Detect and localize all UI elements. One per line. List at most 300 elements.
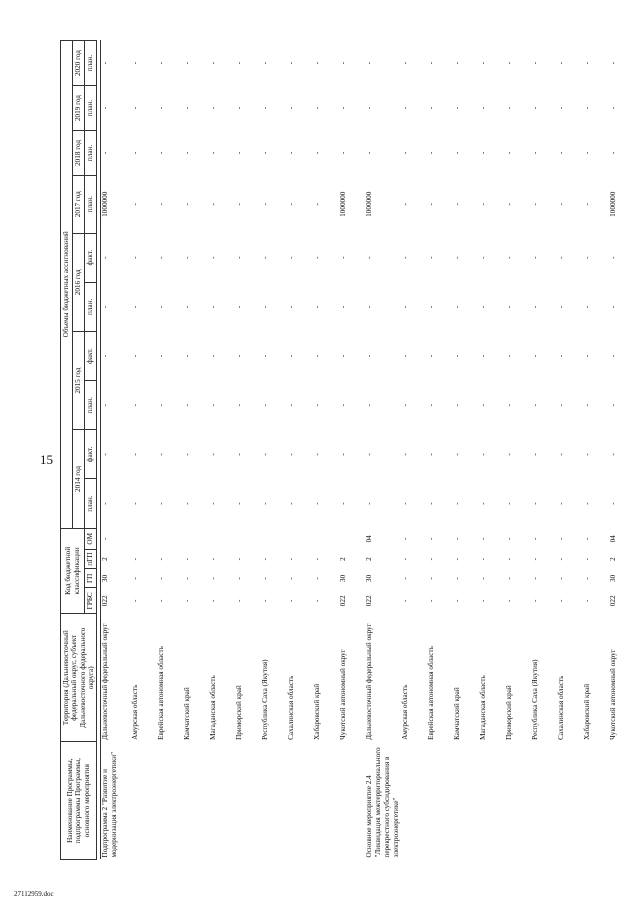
- om-cell: [313, 528, 339, 549]
- value-cell: -: [364, 354, 373, 358]
- value-cell: -: [556, 203, 565, 206]
- pgp-cell: 2: [364, 557, 373, 561]
- value-cell: -: [338, 256, 347, 259]
- om-cell: -: [101, 537, 110, 541]
- territory-cell: Камчатский край: [182, 687, 191, 740]
- value-cell: -: [260, 354, 269, 358]
- table-header: [61, 41, 101, 860]
- header-fact: факт.: [85, 331, 97, 380]
- value-cell: -: [530, 256, 539, 259]
- value-cell: -: [400, 203, 409, 206]
- table-row: [339, 41, 365, 860]
- om-cell: 04: [364, 535, 373, 543]
- value-cell: -: [338, 453, 347, 456]
- value-cell: -: [312, 151, 321, 155]
- value-cell: -: [504, 404, 513, 407]
- header-pgp: пГП: [85, 550, 97, 569]
- program-name-cell: [505, 742, 531, 860]
- gp-cell: 30: [608, 574, 617, 582]
- value-cell: -: [556, 305, 565, 309]
- program-name-cell: [235, 742, 261, 860]
- om-cell: -: [556, 537, 565, 541]
- territory-cell: Амурская область: [400, 684, 409, 740]
- om-cell: -: [452, 537, 461, 541]
- territory-cell: Сахалинская область: [286, 675, 295, 740]
- om-cell: -: [504, 537, 513, 541]
- pgp-cell: -: [530, 557, 539, 561]
- value-cell: -: [400, 404, 409, 407]
- pgp-cell: -: [426, 557, 435, 561]
- value-cell: -: [478, 203, 487, 206]
- value-cell: -: [582, 151, 591, 155]
- value-cell: -: [426, 404, 435, 407]
- value-cell: -: [452, 354, 461, 358]
- table-row: [209, 41, 235, 860]
- grbs-cell: -: [504, 599, 513, 602]
- program-name-cell: [531, 742, 557, 860]
- value-cell: -: [582, 354, 591, 358]
- table-row: [287, 41, 313, 860]
- value-cell: -: [426, 502, 435, 505]
- value-cell: -: [426, 106, 435, 110]
- program-name-cell: [479, 742, 505, 860]
- gp-cell: -: [582, 577, 591, 580]
- program-name-cell: [609, 742, 635, 860]
- om-cell: -: [400, 537, 409, 541]
- table-row: [313, 41, 339, 860]
- value-cell: -: [101, 453, 110, 456]
- value-cell: -: [478, 453, 487, 456]
- value-cell: -: [478, 502, 487, 505]
- header-plan: план.: [85, 86, 97, 131]
- table-row: [261, 41, 287, 860]
- value-cell: -: [582, 502, 591, 505]
- value-cell: -: [182, 106, 191, 110]
- value-cell: -: [130, 354, 139, 358]
- grbs-cell: -: [530, 599, 539, 602]
- gp-cell: -: [286, 577, 295, 580]
- value-cell: -: [156, 151, 165, 155]
- value-cell: -: [426, 203, 435, 206]
- table-row: [609, 41, 635, 860]
- value-cell: -: [156, 404, 165, 407]
- value-cell: -: [338, 305, 347, 309]
- pgp-cell: 2: [101, 557, 110, 561]
- value-cell: -: [582, 305, 591, 309]
- header-plan: план.: [85, 175, 97, 233]
- value-cell: -: [260, 203, 269, 206]
- value-cell: -: [338, 502, 347, 505]
- gp-cell: -: [156, 577, 165, 580]
- value-cell: 1000000: [101, 191, 110, 217]
- value-cell: -: [182, 61, 191, 65]
- value-cell: -: [364, 61, 373, 65]
- value-cell: -: [582, 61, 591, 65]
- value-cell: -: [364, 404, 373, 407]
- value-cell: -: [400, 354, 409, 358]
- value-cell: -: [556, 256, 565, 259]
- table-row: [427, 41, 453, 860]
- territory-cell: Хабаровский край: [312, 683, 321, 740]
- om-cell: [157, 528, 183, 549]
- territory-cell: Чукотский автономный округ: [608, 649, 617, 740]
- om-cell: -: [530, 537, 539, 541]
- header-fact: факт.: [85, 233, 97, 282]
- value-cell: -: [426, 453, 435, 456]
- om-cell: [183, 528, 209, 549]
- value-cell: -: [286, 404, 295, 407]
- value-cell: -: [478, 256, 487, 259]
- value-cell: -: [208, 203, 217, 206]
- om-cell: 04: [608, 535, 617, 543]
- value-cell: -: [234, 256, 243, 259]
- gp-cell: -: [234, 577, 243, 580]
- value-cell: -: [556, 151, 565, 155]
- value-cell: -: [208, 453, 217, 456]
- value-cell: -: [260, 404, 269, 407]
- header-volume: Объемы бюджетных ассигнований: [61, 41, 73, 529]
- value-cell: -: [130, 305, 139, 309]
- pgp-cell: -: [312, 557, 321, 561]
- table-row: [453, 41, 479, 860]
- table-row: [183, 41, 209, 860]
- value-cell: -: [208, 404, 217, 407]
- value-cell: -: [182, 305, 191, 309]
- value-cell: -: [338, 404, 347, 407]
- value-cell: -: [478, 404, 487, 407]
- grbs-cell: -: [286, 599, 295, 602]
- program-name-cell: [401, 742, 427, 860]
- value-cell: -: [504, 203, 513, 206]
- value-cell: -: [364, 502, 373, 505]
- page-number: 15: [40, 452, 53, 467]
- grbs-cell: -: [556, 599, 565, 602]
- value-cell: -: [208, 305, 217, 309]
- gp-cell: -: [530, 577, 539, 580]
- header-year-2015: 2015 год: [73, 331, 85, 429]
- value-cell: -: [156, 203, 165, 206]
- value-cell: -: [582, 203, 591, 206]
- value-cell: -: [582, 453, 591, 456]
- program-name-cell: [157, 742, 183, 860]
- table-row: [401, 41, 427, 860]
- territory-cell: Приморский край: [234, 685, 243, 740]
- value-cell: -: [260, 256, 269, 259]
- value-cell: -: [260, 106, 269, 110]
- gp-cell: -: [452, 577, 461, 580]
- header-name: Наименование Программы, подпрограммы Программы, основного мероприятия: [61, 742, 97, 860]
- value-cell: -: [260, 305, 269, 309]
- value-cell: -: [101, 106, 110, 110]
- value-cell: -: [286, 305, 295, 309]
- value-cell: -: [582, 106, 591, 110]
- value-cell: -: [234, 502, 243, 505]
- value-cell: -: [101, 404, 110, 407]
- pgp-cell: -: [208, 557, 217, 561]
- grbs-cell: -: [156, 599, 165, 602]
- table-row: [479, 41, 505, 860]
- value-cell: -: [156, 61, 165, 65]
- value-cell: -: [504, 354, 513, 358]
- value-cell: -: [400, 305, 409, 309]
- gp-cell: -: [400, 577, 409, 580]
- program-name-cell: [183, 742, 209, 860]
- header-grbs: ГРБС: [85, 588, 97, 614]
- value-cell: -: [312, 404, 321, 407]
- table-row: [365, 41, 401, 860]
- value-cell: -: [530, 305, 539, 309]
- grbs-cell: 022: [364, 595, 373, 607]
- territory-cell: Еврейская автономная область: [156, 646, 165, 740]
- value-cell: -: [452, 151, 461, 155]
- value-cell: -: [530, 502, 539, 505]
- value-cell: -: [260, 502, 269, 505]
- gp-cell: 30: [364, 574, 373, 582]
- value-cell: -: [426, 354, 435, 358]
- gp-cell: -: [208, 577, 217, 580]
- value-cell: -: [130, 256, 139, 259]
- territory-cell: Камчатский край: [452, 687, 461, 740]
- value-cell: -: [312, 502, 321, 505]
- document-id: 27112959.doc: [14, 890, 54, 898]
- value-cell: -: [156, 305, 165, 309]
- value-cell: -: [130, 404, 139, 407]
- value-cell: -: [452, 502, 461, 505]
- om-cell: [235, 528, 261, 549]
- value-cell: -: [182, 151, 191, 155]
- header-fact: факт.: [85, 430, 97, 479]
- value-cell: -: [452, 61, 461, 65]
- value-cell: -: [426, 256, 435, 259]
- value-cell: -: [182, 453, 191, 456]
- program-name-cell: [261, 742, 287, 860]
- om-cell: [287, 528, 313, 549]
- header-plan: план.: [85, 130, 97, 175]
- value-cell: -: [452, 305, 461, 309]
- value-cell: -: [234, 106, 243, 110]
- value-cell: -: [556, 61, 565, 65]
- grbs-cell: -: [426, 599, 435, 602]
- value-cell: -: [312, 453, 321, 456]
- value-cell: -: [286, 453, 295, 456]
- value-cell: -: [504, 106, 513, 110]
- table-row: [583, 41, 609, 860]
- table-row: [557, 41, 583, 860]
- value-cell: -: [234, 305, 243, 309]
- value-cell: -: [504, 453, 513, 456]
- program-name-cell: Основное мероприятие 2.4 "Ликвидация межтерриториального перекрестного субсидирования в электроэнергетике": [364, 747, 400, 858]
- value-cell: -: [156, 453, 165, 456]
- value-cell: -: [208, 106, 217, 110]
- value-cell: -: [130, 106, 139, 110]
- table-row: [505, 41, 531, 860]
- value-cell: -: [286, 106, 295, 110]
- value-cell: -: [364, 106, 373, 110]
- header-year-2019: 2019 год: [73, 86, 85, 131]
- value-cell: -: [504, 61, 513, 65]
- grbs-cell: -: [400, 599, 409, 602]
- value-cell: -: [101, 502, 110, 505]
- value-cell: -: [556, 453, 565, 456]
- value-cell: -: [582, 404, 591, 407]
- value-cell: -: [478, 61, 487, 65]
- value-cell: -: [400, 61, 409, 65]
- value-cell: -: [608, 305, 617, 309]
- value-cell: -: [234, 151, 243, 155]
- value-cell: -: [452, 256, 461, 259]
- value-cell: -: [530, 203, 539, 206]
- value-cell: -: [608, 256, 617, 259]
- value-cell: -: [182, 404, 191, 407]
- value-cell: -: [182, 256, 191, 259]
- value-cell: -: [101, 256, 110, 259]
- value-cell: -: [156, 502, 165, 505]
- gp-cell: -: [130, 577, 139, 580]
- header-year-2020: 2020 год: [73, 41, 85, 86]
- pgp-cell: -: [286, 557, 295, 561]
- value-cell: -: [182, 203, 191, 206]
- value-cell: -: [582, 256, 591, 259]
- value-cell: -: [130, 61, 139, 65]
- value-cell: -: [101, 305, 110, 309]
- header-territory: Территория (Дальневосточный федеральный округ, субъект Дальневосточного федерального округа): [61, 614, 97, 742]
- grbs-cell: -: [452, 599, 461, 602]
- value-cell: -: [101, 151, 110, 155]
- program-name-cell: [209, 742, 235, 860]
- value-cell: -: [130, 203, 139, 206]
- gp-cell: -: [556, 577, 565, 580]
- grbs-cell: -: [182, 599, 191, 602]
- value-cell: -: [504, 502, 513, 505]
- value-cell: -: [452, 203, 461, 206]
- program-name-cell: [313, 742, 339, 860]
- header-year-2017: 2017 год: [73, 175, 85, 233]
- grbs-cell: -: [130, 599, 139, 602]
- value-cell: -: [286, 203, 295, 206]
- table-row: [531, 41, 557, 860]
- value-cell: -: [312, 61, 321, 65]
- program-name-cell: [339, 742, 365, 860]
- value-cell: -: [530, 106, 539, 110]
- value-cell: -: [312, 305, 321, 309]
- value-cell: -: [556, 502, 565, 505]
- gp-cell: 30: [338, 574, 347, 582]
- value-cell: -: [130, 502, 139, 505]
- territory-cell: Республика Саха (Якутия): [530, 659, 539, 740]
- territory-cell: Чукотский автономный округ: [338, 649, 347, 740]
- om-cell: [131, 528, 157, 549]
- grbs-cell: 022: [101, 595, 110, 607]
- value-cell: -: [478, 305, 487, 309]
- value-cell: -: [504, 151, 513, 155]
- territory-cell: Хабаровский край: [582, 683, 591, 740]
- header-plan: план.: [85, 41, 97, 86]
- territory-cell: Магаданская область: [478, 675, 487, 740]
- territory-cell: Республика Саха (Якутия): [260, 659, 269, 740]
- value-cell: -: [530, 151, 539, 155]
- pgp-cell: -: [452, 557, 461, 561]
- value-cell: -: [530, 61, 539, 65]
- value-cell: -: [234, 61, 243, 65]
- value-cell: -: [426, 305, 435, 309]
- pgp-cell: -: [182, 557, 191, 561]
- value-cell: -: [234, 453, 243, 456]
- value-cell: -: [478, 354, 487, 358]
- value-cell: -: [608, 404, 617, 407]
- om-cell: -: [426, 537, 435, 541]
- value-cell: -: [338, 151, 347, 155]
- value-cell: -: [608, 354, 617, 358]
- gp-cell: -: [312, 577, 321, 580]
- value-cell: -: [530, 453, 539, 456]
- grbs-cell: -: [234, 599, 243, 602]
- value-cell: -: [338, 106, 347, 110]
- grbs-cell: 022: [608, 595, 617, 607]
- territory-cell: Амурская область: [130, 684, 139, 740]
- territory-cell: Магаданская область: [208, 675, 217, 740]
- value-cell: -: [260, 61, 269, 65]
- pgp-cell: 2: [338, 557, 347, 561]
- program-name-cell: [557, 742, 583, 860]
- value-cell: 1000000: [364, 191, 373, 217]
- grbs-cell: -: [260, 599, 269, 602]
- value-cell: -: [208, 354, 217, 358]
- value-cell: -: [312, 354, 321, 358]
- value-cell: -: [234, 404, 243, 407]
- value-cell: -: [234, 354, 243, 358]
- value-cell: 1000000: [338, 191, 347, 217]
- value-cell: -: [530, 404, 539, 407]
- value-cell: -: [156, 354, 165, 358]
- value-cell: -: [608, 453, 617, 456]
- value-cell: -: [364, 256, 373, 259]
- value-cell: -: [286, 61, 295, 65]
- value-cell: -: [208, 256, 217, 259]
- value-cell: -: [400, 106, 409, 110]
- value-cell: -: [364, 305, 373, 309]
- value-cell: -: [312, 256, 321, 259]
- value-cell: -: [101, 354, 110, 358]
- value-cell: -: [156, 256, 165, 259]
- territory-cell: Дальневосточный федеральный округ: [101, 623, 110, 740]
- value-cell: -: [182, 502, 191, 505]
- value-cell: 1000000: [608, 191, 617, 217]
- program-name-cell: [453, 742, 479, 860]
- value-cell: -: [286, 502, 295, 505]
- value-cell: -: [101, 61, 110, 65]
- table-row: [157, 41, 183, 860]
- header-year-2018: 2018 год: [73, 130, 85, 175]
- value-cell: -: [156, 106, 165, 110]
- pgp-cell: -: [400, 557, 409, 561]
- gp-cell: 30: [101, 574, 110, 582]
- gp-cell: -: [260, 577, 269, 580]
- value-cell: -: [208, 61, 217, 65]
- om-cell: [261, 528, 287, 549]
- program-name-cell: Подпрограмма 2 "Развитие и модернизация электроэнергетики": [101, 751, 119, 858]
- value-cell: -: [130, 151, 139, 155]
- pgp-cell: -: [556, 557, 565, 561]
- value-cell: -: [556, 404, 565, 407]
- pgp-cell: -: [478, 557, 487, 561]
- gp-cell: -: [504, 577, 513, 580]
- value-cell: -: [312, 106, 321, 110]
- pgp-cell: -: [156, 557, 165, 561]
- header-plan: план.: [85, 282, 97, 331]
- value-cell: -: [338, 61, 347, 65]
- program-name-cell: [583, 742, 609, 860]
- value-cell: -: [608, 106, 617, 110]
